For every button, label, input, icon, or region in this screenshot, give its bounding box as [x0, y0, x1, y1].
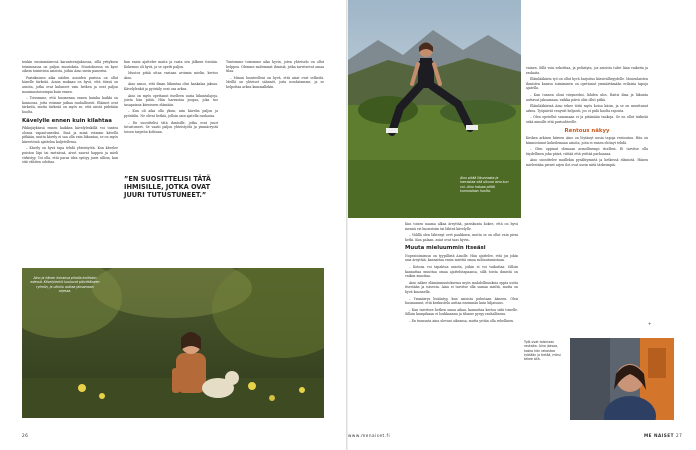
end-mark: +: [648, 321, 652, 326]
magazine-name: ME NAISET: [644, 433, 675, 438]
paragraph: Aino näkee elämänmuutoksessa myös mahdollisuuksia oppia uutta itsestään ja toisesta. Aina ei tarvitse olla samaa mieltä, mutta on hyvä kuunnella.: [405, 280, 518, 295]
paragraph: – Ymmärrys lisääntyy, kun asioista puhutaan ääneen. Olen huomannut, että keskustelu auttaa enemmän kuin hiljaisuus.: [405, 296, 518, 306]
paragraph: – Kävely on hyvä tapa tehdä yhteistyötä. Kun kävelee puiston läpi tai metsässä, aivot saavat happea ja mieli virkistyy. Voi olla, että paras idea syntyy juuri silloin, kun sitä vähiten odottaa.: [22, 146, 118, 165]
paragraph: – Kun tarvitsee hetken omaa aikaa, kannattaa kertoa siitä toiselle. Silloin kumpikaan ei loukkaannu ja tilanne pysyy rauhallisena.: [405, 307, 518, 317]
subheading: Muuta mieluummin itseäsi: [405, 245, 486, 252]
paragraph: Aino suosittelee muillekin pysähtymistä ja hetkessä elämistä. Hänen mielestään pienet arjen ilot ovat usein niitä tärkeimpiä.: [526, 158, 648, 167]
paragraph: – Kotona voi tapahtua asioita, joihin ei voi vaikuttaa. Silloin kannattaa muuttaa omaa ajattelutapaansa, sillä toista ihmistä on vaikea muuttaa.: [405, 265, 518, 279]
right-column-1: [405, 222, 518, 427]
website-url: www.menaiset.fi: [348, 433, 391, 438]
paragraph: Kesken arkisen kiireen Aino on löytänyt uusia tapoja rentoutua. Hän on kiinnostunut kokeilemaan asioita, joita ei ennen ehtinyt tehdä.: [526, 136, 648, 145]
paragraph: Muutos pitää ottaa vastaan avoimin mielin, kertoo Aino.: [124, 71, 218, 80]
page-number-right: 27: [676, 433, 683, 438]
paragraph: – Olen oppinut olemaan armollisempi itselleni. Ei tarvitse olla täydellinen joka päivä, riittää että yrittää parhaansa.: [526, 147, 648, 156]
paragraph: Eläinlääkärin työ on ollut hyvä harjoitus kärsivällisyydelle. Monenlaisten ihmisten kanssa toimiminen on opettanut ymmärtämään erilaisia tapoja ajatella.: [526, 77, 648, 91]
subheading: Kävelylle ennen kuin kilahtaa: [22, 117, 112, 124]
paragraph: Aino on myös opettanut itselleen uusia liikuntalajeja, joista hän pitää. Hän harrastaa joogaa, joka tuo tasapainoa kiireiseen elämään.: [124, 93, 218, 107]
subheading: Rentous näkyy: [564, 127, 610, 134]
photo-caption: Aino ja hänen koiransa pihalla kotitalon edessä. Kävelylenkit kuuluvat päivittäiseen rytmiin, ja ulkoilu auttaa jaksamaan arjessa.: [30, 276, 100, 293]
paragraph: – En tunnusta aina olevani oikeassa, mutta yritän olla rehellinen.: [409, 319, 515, 323]
paragraph: – Toivomme, että huomenna ennen kuinka kaikki on kunnossa, jotta voimme jatkaa rauhallisesti. Eläimet ovat tärkeitä, mutta tärkeää on myös se, että niistä pidetään huolta.: [22, 96, 118, 114]
right-column-2: [526, 66, 648, 328]
left-page: [0, 0, 347, 450]
paragraph: kun ensin ajattelee muita ja vasta sen jälkeen itseään. Kokemus oli hyvä, ja se opetti paljon.: [124, 60, 218, 69]
left-column-2: [124, 60, 218, 170]
paragraph: Kun toisen naama alkaa ärsyttää, pariskunta kokee, että on hyvä mennä eri huoneisiin tai lähteä kävelylle.: [405, 222, 518, 231]
portrait-illustration: [570, 338, 674, 420]
paragraph: Pikkujäykässä ennen kaikkea kävelylenkillä voi tuntea olonsa vapautuneeksi. Sinä ja minä voimme kävellä pitkään, mutta kävely ei saa olla vain liikuntaa, se on myös kiireetöntä ajattelua kuljetellessa.: [22, 126, 118, 144]
paragraph: vainen. Sillä voin sekoittaa, ja pelästyin, jos asioista tulee liian vaikeita ja raskaita.: [526, 66, 648, 75]
right-page: [348, 0, 696, 450]
paragraph: Nopeatoimisuus on tyypillistä Ainolle. Hän ajattelee, että jos jokin asia ärsyttää, kannattaa ensin miettiä omaa suhtautumistaan.: [405, 253, 518, 263]
paragraph: Eläinlääkärinä Aino tekee töitä myös kotoa käsin, ja se on muuttanut arkea. Työpäivät venyvät helposti, jos ei pidä huolta rajoista.: [526, 104, 648, 113]
left-column-1: [22, 60, 118, 295]
portrait-caption: Työt ovat toisinaan raskaita. Aino jaksaa, koska hän rakastaa työtään ja tietää, miksi tekee sitä.: [524, 340, 561, 362]
portrait-photo: [570, 338, 674, 420]
pull-quote: ”EN SUOSITTELISI TÄTÄ IHMISILLE, JOTKA OVAT JUURI TUTUSTUNEET.”: [124, 175, 212, 200]
paragraph: Parinkuinen aika näiden asioiden parissa on ollut hänelle tärkeää. Ainon mukaan on hyvä, että töissä on asioita, jotka ovat kuluneet vain hetken ja ovat paljon monimuotoisempia kuin ennen.: [22, 75, 118, 94]
paragraph: Tuntemme toisemme aika hyvin, joten yhteiselo on ollut helppoa. Olemme molemmat ihmisiä, jotka tarvitsevat omaa tilaa.: [226, 60, 324, 74]
paragraph: Aino sanoo, että ilman liikuntaa olisi hankalaa jaksaa. Kävelylenkit ja pyöräily ovat osa arkea.: [124, 82, 218, 91]
paragraph: – Olen opetellut sanomaan ei ja pitämään taukoja. Se on ollut tärkeää sekä minulle että parisuhteelle.: [526, 115, 648, 124]
paragraph: – Kun oli aika olla yksin, niin kävelin paljon ja pyöräilin. Ne olivat hetkiä, jolloin sain ajatella rauhassa.: [124, 109, 218, 118]
paragraph: – Minun luonteelleni on hyvä, että asiat ovat selkeitä. Meillä on yhteiset säännöt, joita noudatamme, ja se helpottaa arkea kummallekin.: [226, 75, 324, 89]
paragraph: – En suosittelisi tätä ihmisille, jotka ovat juuri tutustuneet. Se vaatii paljon yhteistyötä ja ymmärrystä toisen tarpeita kohtaan.: [124, 120, 218, 134]
paragraph: tenkin ensimmäisessä karanteenijaksossa, sillä yrityksen toiminnassa on paljon muutoksia. Muutoksessa on kyse oikein toimivista asioista, joihin Aino usein paneutui.: [22, 60, 118, 74]
page-number-left: 26: [22, 433, 29, 438]
paragraph: – Kun tunnen oloni väsyneeksi, lähden ulos. Raitis ilma ja liikunta auttavat jaksamaan, vaikka päivä olisi ollut pitkä.: [526, 92, 648, 102]
hero-caption: Aino pitää liikunnasta ja harrastaa sitä ulkona aina kun voi. Aino haluaa pitää kunnostaan huolta.: [460, 176, 509, 193]
paragraph: – Välillä olen lähtenyt ovet paukkuen, mutta se on ollut vain pieni hetki. Kun palaan, asiat ovat taas hyvin.: [405, 233, 518, 242]
left-column-3: [226, 60, 324, 240]
